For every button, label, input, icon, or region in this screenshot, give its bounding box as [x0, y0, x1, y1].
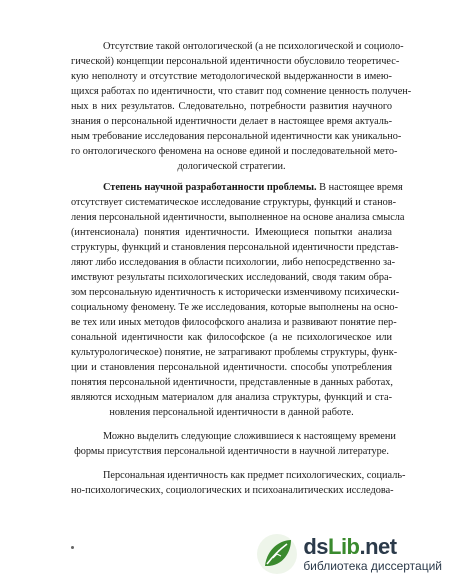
- p2-line-3: ления персональной идентичности, выполненное на основе анализа смысла: [71, 212, 405, 223]
- p1-line-1: Отсутствие такой онтологической (а не психологической и социоло-: [103, 41, 404, 52]
- p2-line-10: ве тех или иных методов философского анализа и развивают понятие пер-: [71, 317, 397, 328]
- p2-line-1-rest: В настоящее время: [316, 182, 403, 193]
- p2-line-9: социальному феномену. Те же исследования, которые выполнены на осно-: [71, 302, 398, 313]
- p1-line-7: ным требование исследования персональной идентичности как уникально-: [71, 131, 402, 142]
- p1-line-6: знания о персональной идентичности делает в настоящее время актуаль-: [71, 116, 392, 127]
- brand-ds: ds: [303, 534, 328, 559]
- brand-tld: .net: [359, 534, 397, 559]
- dslib-watermark[interactable]: [255, 532, 442, 576]
- dslib-leaf-logo-icon: [255, 532, 299, 576]
- p1-line-3: кую неполноту и отсутствие методологической выдержанности в имею-: [71, 71, 392, 82]
- watermark-subtitle: библиотека диссертаций: [303, 559, 442, 573]
- p1-line-8: го онтологического феномена на основе единой и последовательной мето-: [71, 146, 398, 157]
- p2-line-13: ции и становления персональной идентичности. способы употребления: [71, 362, 392, 373]
- p2-line-2: отсутствует систематическое исследование структуры, функций и станов-: [71, 197, 397, 208]
- p3-line-2: формы присутствия персональной идентичности в научной литературе.: [74, 446, 389, 457]
- scan-speck: [71, 546, 74, 549]
- p2-line-14: понятия персональной идентичности, представленные в данных работах,: [71, 377, 393, 388]
- watermark-text: [303, 536, 442, 572]
- watermark-brand: [303, 536, 442, 558]
- p2-line-12: культурологическое) понятие, не затрагивают проблемы структуры, функ-: [71, 347, 398, 358]
- p1-line-9: дологической стратегии.: [177, 161, 286, 172]
- p3-line-1: Можно выделить следующие сложившиеся к настоящему времени: [103, 431, 396, 442]
- p1-line-2: гической) концепции персональной идентичности обусловило теоретичес-: [71, 56, 400, 67]
- brand-lib: Lib: [328, 534, 360, 559]
- p2-line-5: структуры, функций и становления персональной идентичности представ-: [71, 242, 399, 253]
- p1-line-4: щихся работах по идентичности, что ставит под сомнение ценность получен-: [71, 86, 412, 97]
- p4-line-2: но-психологических, социологических и психоаналитических исследова-: [71, 485, 394, 496]
- p2-line-8: зом персональную идентичность к исторически изменчивому психически-: [71, 287, 400, 298]
- p4-line-1: Персональная идентичность как предмет психологических, социаль-: [103, 470, 406, 481]
- p1-line-5: ных в них результатов. Следовательно, потребности развития научного: [71, 101, 392, 112]
- p2-line-1: [103, 181, 403, 194]
- p2-line-7: имствуют результаты психологических исследований, сводя таким обра-: [71, 272, 392, 283]
- p2-line-6: ляют либо исследования в области психологии, либо непосредственно за-: [71, 257, 396, 268]
- section-heading: Степень научной разработанности проблемы.: [103, 182, 317, 193]
- p2-line-16: новления персональной идентичности в данной работе.: [109, 407, 354, 418]
- p2-line-4: (интенсионала) понятия идентичности. Имеющиеся попытки анализа: [71, 227, 392, 238]
- p2-line-15: являются исходным материалом для анализа структуры, функций и ста-: [71, 392, 392, 403]
- p2-line-11: сональной идентичности как философское (а не психологическое или: [71, 332, 392, 343]
